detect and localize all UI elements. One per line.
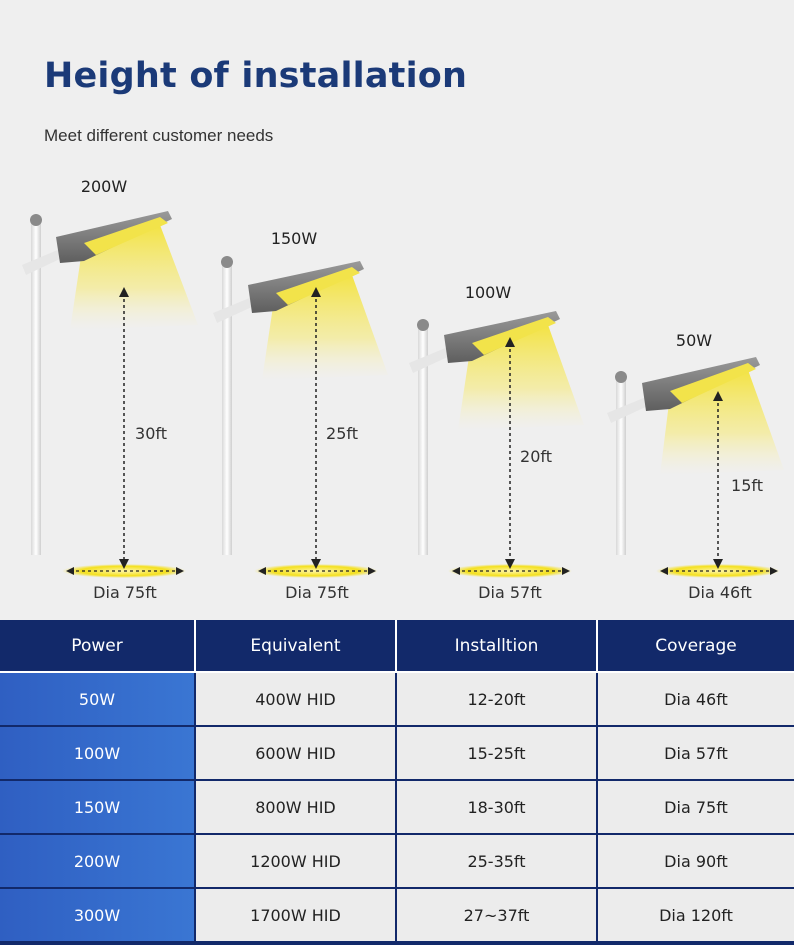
table-row — [0, 889, 794, 945]
installation-cell: 25-35ft — [397, 835, 598, 889]
installation-cell: 27~37ft — [397, 889, 598, 945]
equivalent-cell: 800W HID — [196, 781, 397, 835]
coverage-cell: Dia 57ft — [598, 727, 794, 781]
lamp-100w-wattage: 100W — [464, 283, 512, 302]
lamp-200w-height: 30ft — [135, 424, 167, 443]
table-row — [0, 727, 794, 781]
table-header-row — [0, 620, 794, 673]
table-row — [0, 835, 794, 889]
lamp-200w — [22, 211, 198, 578]
equivalent-cell: 600W HID — [196, 727, 397, 781]
lamp-200w-diameter: Dia 75ft — [93, 583, 157, 602]
lamp-100w-height: 20ft — [520, 447, 552, 466]
column-header-coverage: Coverage — [598, 620, 794, 673]
power-cell: 50W — [0, 673, 196, 727]
power-cell: 150W — [0, 781, 196, 835]
installation-cell: 18-30ft — [397, 781, 598, 835]
lamp-150w-wattage: 150W — [270, 229, 318, 248]
coverage-cell: Dia 46ft — [598, 673, 794, 727]
spec-table — [0, 620, 794, 945]
lamp-50w-height: 15ft — [731, 476, 763, 495]
lamp-100w-diameter: Dia 57ft — [478, 583, 542, 602]
power-cell: 300W — [0, 889, 196, 945]
coverage-cell: Dia 90ft — [598, 835, 794, 889]
table-row — [0, 781, 794, 835]
column-header-equivalent: Equivalent — [196, 620, 397, 673]
power-cell: 100W — [0, 727, 196, 781]
lamp-150w-diameter: Dia 75ft — [285, 583, 349, 602]
lamp-50w-diameter: Dia 46ft — [688, 583, 752, 602]
installation-illustration — [0, 165, 794, 615]
equivalent-cell: 1200W HID — [196, 835, 397, 889]
table-row — [0, 673, 794, 727]
column-header-installation: Installtion — [397, 620, 598, 673]
equivalent-cell: 1700W HID — [196, 889, 397, 945]
column-header-power: Power — [0, 620, 196, 673]
coverage-cell: Dia 75ft — [598, 781, 794, 835]
coverage-cell: Dia 120ft — [598, 889, 794, 945]
equivalent-cell: 400W HID — [196, 673, 397, 727]
power-cell: 200W — [0, 835, 196, 889]
page-title: Height of installation — [44, 56, 468, 96]
lamp-100w — [409, 311, 584, 578]
installation-cell: 15-25ft — [397, 727, 598, 781]
lamp-150w-height: 25ft — [326, 424, 358, 443]
lamp-200w-wattage: 200W — [80, 177, 128, 196]
installation-cell: 12-20ft — [397, 673, 598, 727]
lamp-150w — [213, 256, 388, 578]
page-subtitle: Meet different customer needs — [44, 126, 274, 145]
lamp-50w-wattage: 50W — [675, 331, 713, 350]
lamp-50w — [607, 357, 784, 578]
street-lights-graphic — [0, 165, 794, 615]
